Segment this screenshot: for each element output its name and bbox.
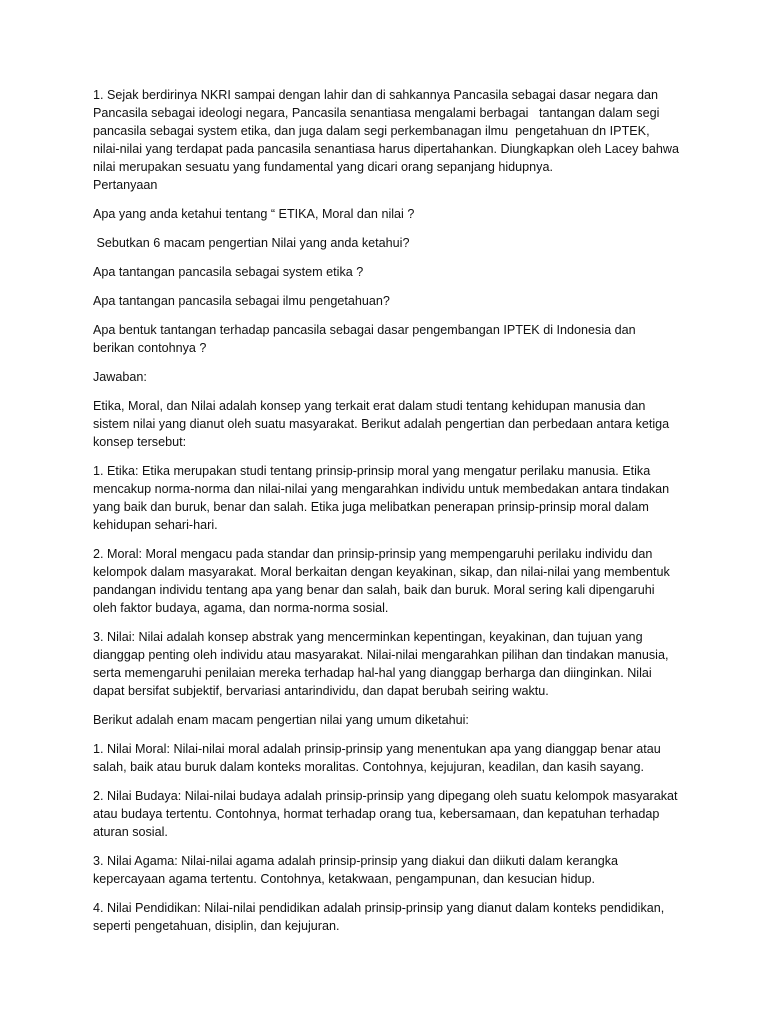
values-intro-paragraph: Berikut adalah enam macam pengertian nilai yang umum diketahui: xyxy=(93,713,469,727)
nilai-budaya-paragraph: 2. Nilai Budaya: Nilai-nilai budaya adalah prinsip-prinsip yang dipegang oleh suatu kelompok masyarakat atau budaya tertentu. Contohnya, hormat terhadap orang tua, kebersamaan, dan kepatuhan terhadap aturan sosial. xyxy=(93,789,682,839)
question-intro-paragraph: 1. Sejak berdirinya NKRI sampai dengan lahir dan di sahkannya Pancasila sebagai dasar negara dan Pancasila sebagai ideologi negara, Pancasila senantiasa mengalami berbagai tantangan dalam segi pancasila sebagai system etika, dan juga dalam segi perkembanagan ilmu pengetahuan dn IPTEK, nilai-nilai yang terdapat pada pancasila senantiasa harus dipertahankan. Diungkapkan oleh Lacey bahwa nilai merupakan sesuatu yang fundamental yang dicari orang sepanjang hidupnya. Pertanyaan xyxy=(93,88,680,192)
question-4: Apa tantangan pancasila sebagai ilmu pengetahuan? xyxy=(93,294,390,308)
answer-intro-paragraph: Etika, Moral, dan Nilai adalah konsep yang terkait erat dalam studi tentang kehidupan manusia dan sistem nilai yang dianut oleh suatu masyarakat. Berikut adalah pengertian dan perbedaan antara ketiga konsep tersebut: xyxy=(93,399,673,449)
answer-nilai-paragraph: 3. Nilai: Nilai adalah konsep abstrak yang mencerminkan kepentingan, keyakinan, dan tujuan yang dianggap penting oleh individu atau masyarakat. Nilai-nilai mengarahkan pilihan dan tindakan manusia, serta memengaruhi penilaian mereka terhadap hal-hal yang dianggap berharga dan diinginkan. Nilai dapat bersifat subjektif, bervariasi antarindividu, dan dapat berubah seiring waktu. xyxy=(93,630,672,698)
answer-etika-paragraph: 1. Etika: Etika merupakan studi tentang prinsip-prinsip moral yang mengatur perilaku manusia. Etika mencakup norma-norma dan nilai-nilai yang mengarahkan individu untuk membedakan antara tindakan yang baik dan buruk, benar dan salah. Etika juga melibatkan penerapan prinsip-prinsip moral dalam kehidupan sehari-hari. xyxy=(93,464,673,532)
nilai-pendidikan-paragraph: 4. Nilai Pendidikan: Nilai-nilai pendidikan adalah prinsip-prinsip yang dianut dalam konteks pendidikan, seperti pengetahuan, disiplin, dan kejujuran. xyxy=(93,901,668,933)
question-2: Sebutkan 6 macam pengertian Nilai yang anda ketahui? xyxy=(93,236,410,250)
answer-moral-paragraph: 2. Moral: Moral mengacu pada standar dan prinsip-prinsip yang mempengaruhi perilaku individu dan kelompok dalam masyarakat. Moral berkaitan dengan keyakinan, sikap, dan nilai-nilai yang membentuk pandangan individu tentang apa yang benar dan salah, baik dan buruk. Moral sering kali dipengaruhi oleh faktor budaya, agama, dan norma-norma sosial. xyxy=(93,547,674,615)
question-3: Apa tantangan pancasila sebagai system etika ? xyxy=(93,265,364,279)
question-5: Apa bentuk tantangan terhadap pancasila sebagai dasar pengembangan IPTEK di Indonesia dan berikan contohnya ? xyxy=(93,323,640,355)
nilai-moral-paragraph: 1. Nilai Moral: Nilai-nilai moral adalah prinsip-prinsip yang menentukan apa yang dianggap benar atau salah, baik atau buruk dalam konteks moralitas. Contohnya, kejujuran, keadilan, dan kasih sayang. xyxy=(93,742,665,774)
answer-heading: Jawaban: xyxy=(93,370,147,384)
question-1: Apa yang anda ketahui tentang “ ETIKA, Moral dan nilai ? xyxy=(93,207,415,221)
nilai-agama-paragraph: 3. Nilai Agama: Nilai-nilai agama adalah prinsip-prinsip yang diakui dan diikuti dalam kerangka kepercayaan agama tertentu. Contohnya, ketakwaan, pengampunan, dan kesucian hidup. xyxy=(93,854,622,886)
document-body xyxy=(93,86,682,946)
